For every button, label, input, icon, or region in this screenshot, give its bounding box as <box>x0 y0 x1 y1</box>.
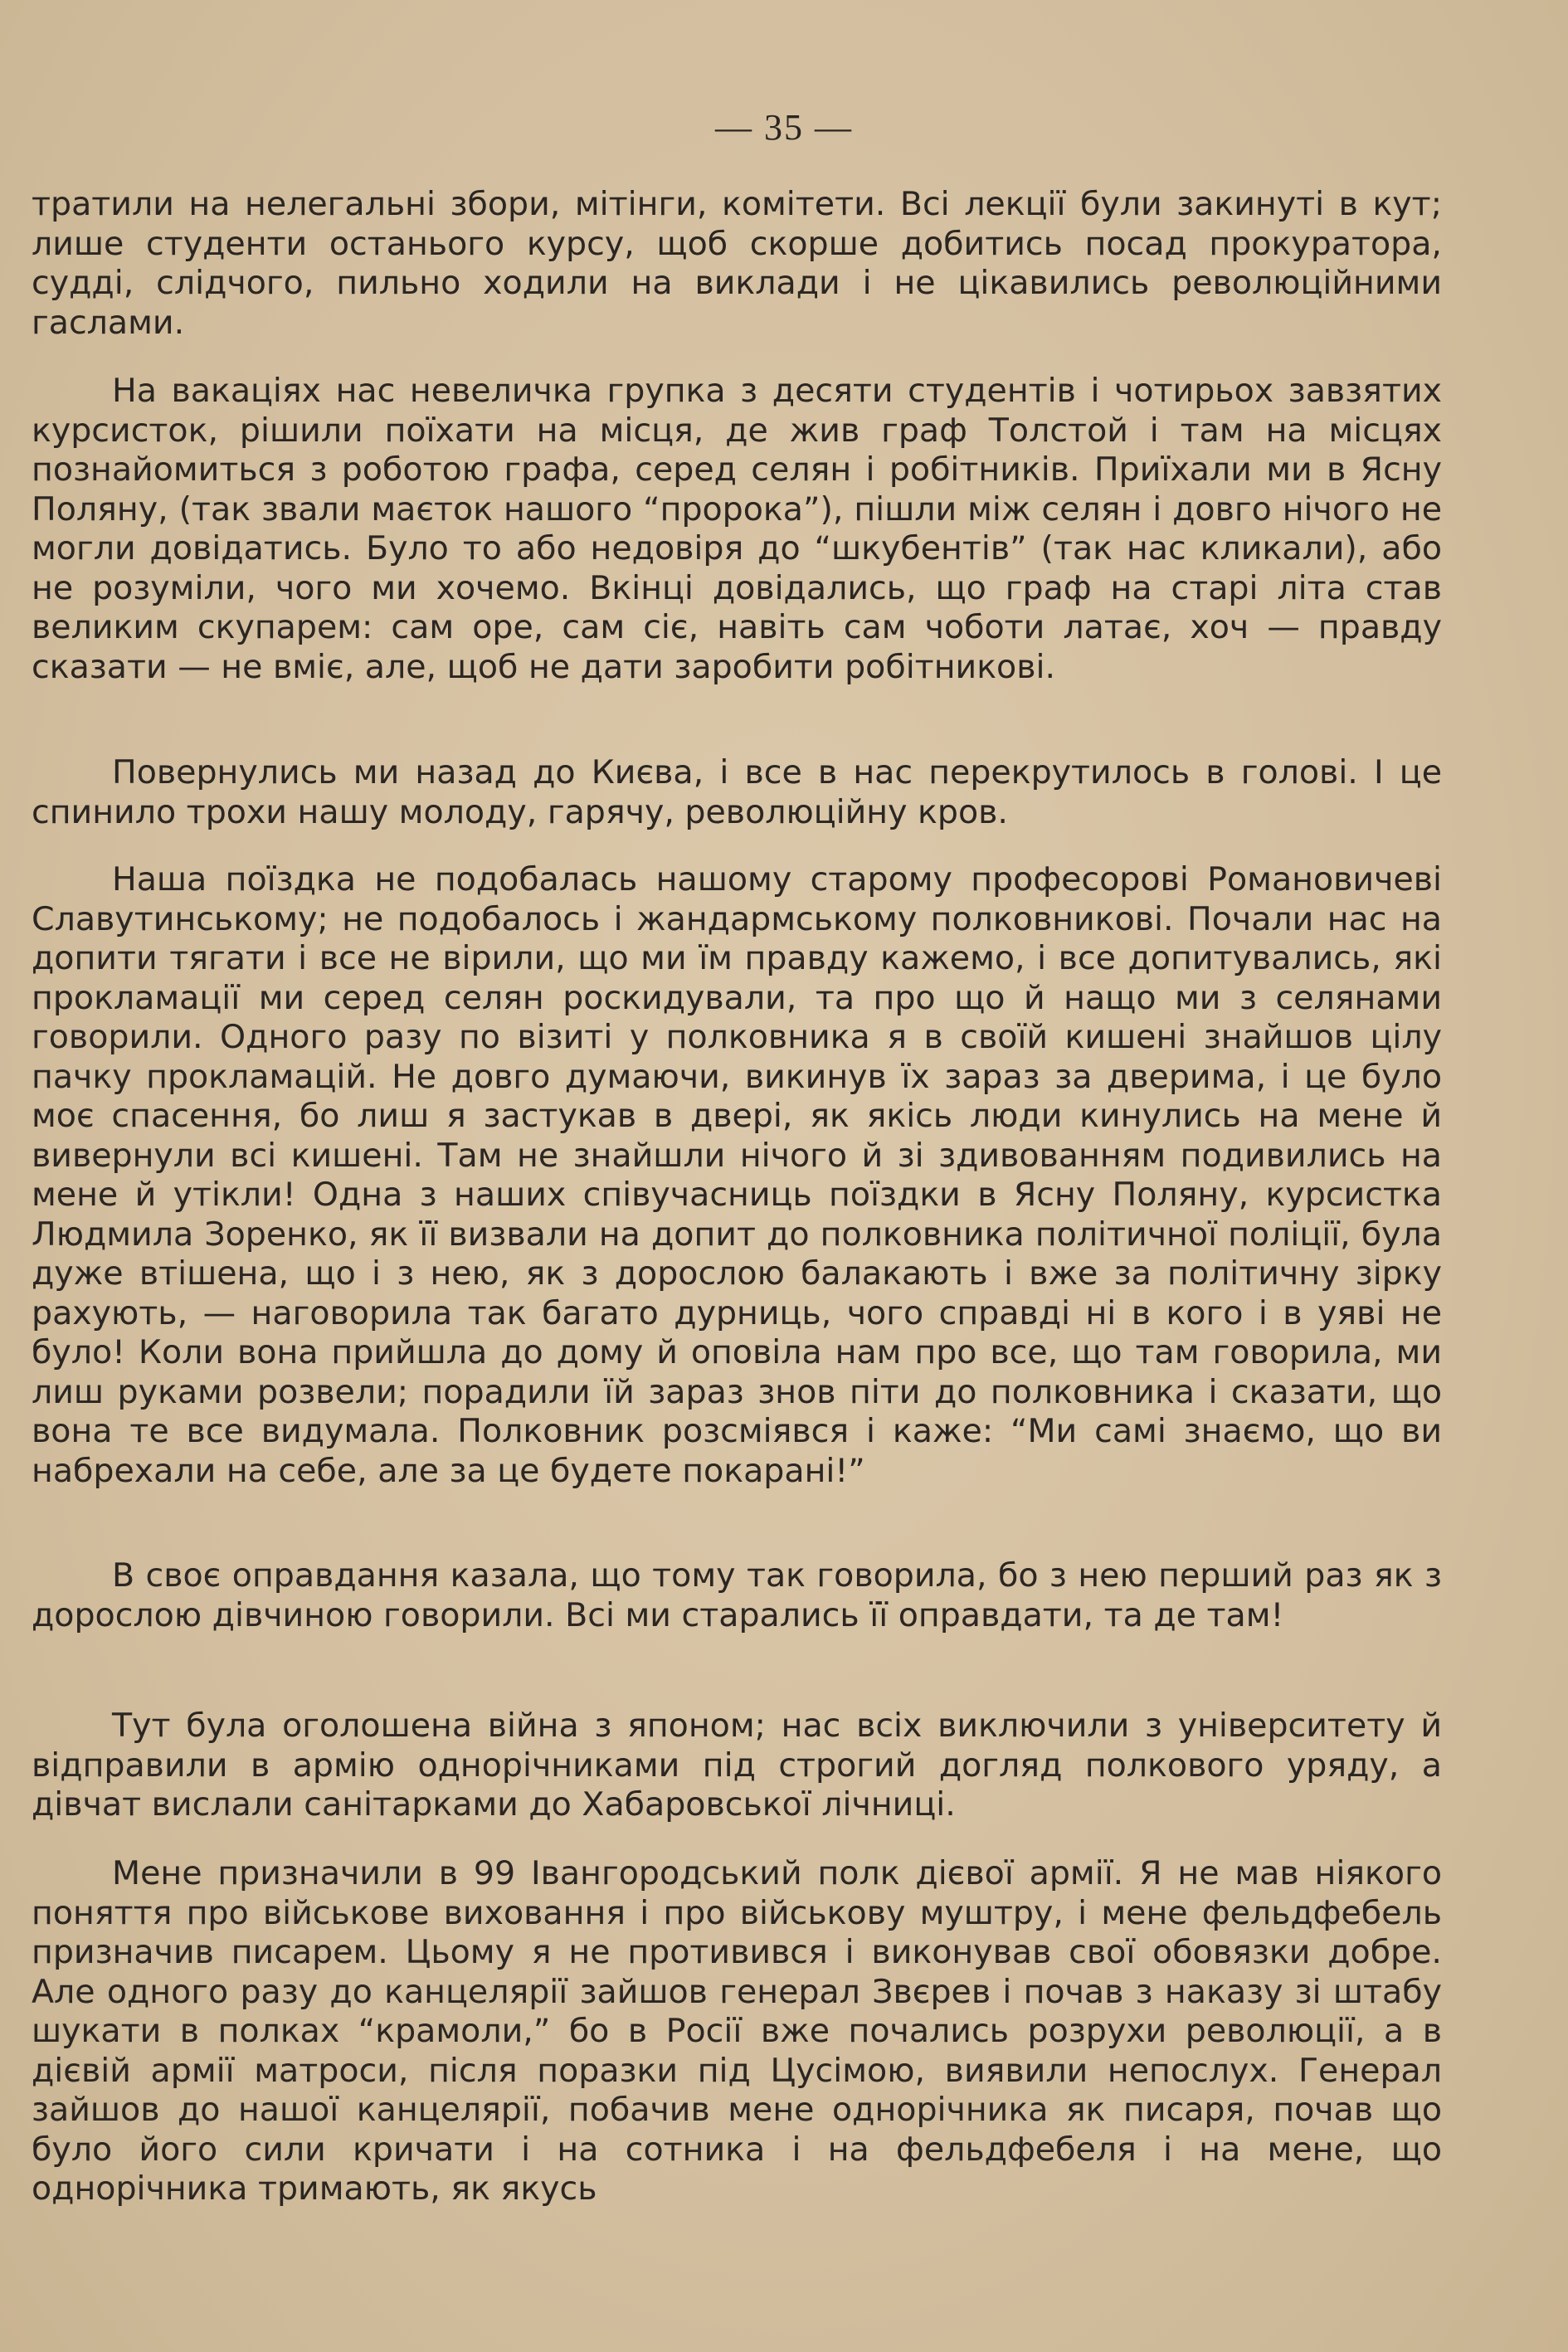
paragraph-return-to-kyiv: Повернулись ми назад до Києва, і все в нас перекрутилось в голові. І це спинило трохи нашу молоду, гарячу, революційну кров. <box>32 753 1442 831</box>
paragraph-yasna-polyana-trip: На вакаціях нас невеличка групка з десяти студентів і чотирьох завзятих курсисток, рішили поїхати на місця, де жив граф Толстой і там на місцях познайомиться з роботою графа, серед селян і робітників. Приїхали ми в Ясну Поляну, (так звали маєток нашого “пророка”), пішли між селян і довго нічого не могли довідатись. Було то або недовіря до “шкубентів” (так нас кликали), або не розуміли, чого ми хочемо. Вкінці довідались, що граф на старі літа став великим скупарем: сам оре, сам сіє, навіть сам чоботи латає, хоч — правду сказати — не вміє, але, щоб не дати заробити робітникові. <box>32 372 1442 686</box>
paragraph-justification: В своє оправдання казала, що тому так говорила, бо з нею перший раз як з дорослою дівчиною говорили. Всі ми старались її оправдати, та де там! <box>32 1556 1442 1634</box>
paragraph-regiment-assignment: Мене призначили в 99 Івангородський полк дієвої армії. Я не мав ніякого поняття про військове виховання і про військову муштру, і мене фельдфебель призначив писарем. Цьому я не противився і виконував свої обовязки добре. Але одного разу до канцелярії зайшов генерал Звєрев і почав з наказу зі штабу шукати в полках “крамоли,” бо в Росії вже почались розрухи революції, а в дієвій армії матроси, після поразки під Цусімою, виявили непослух. Генерал зайшов до нашої канцелярії, побачив мене однорічника як писаря, почав що було його сили кричати і на сотника і на фельдфебеля і на мене, що однорічника тримають, як якусь <box>32 1854 1442 2208</box>
paragraph-continuation: тратили на нелегальні збори, мітінги, комітети. Всі лекції були закинуті в кут; лише студенти останього курсу, щоб скорше добитись посад прокуратора, судді, слідчого, пильно ходили на виклади і не цікавились революційними гаслами. <box>32 185 1442 342</box>
paragraph-war-declared: Тут була оголошена війна з японом; нас всіх виключили з університету й відправили в армію однорічниками під строгий догляд полкового уряду, а дівчат вислали санітарками до Хабаровської лічниці. <box>32 1707 1442 1824</box>
paragraph-interrogations: Наша поїздка не подобалась нашому старому професорові Романовичеві Славутинському; не подобалось і жандармському полковникові. Почали нас на допити тягати і все не вірили, що ми їм правду кажемо, і все допитувались, які прокламації ми серед селян роскидували, та про що й нащо ми з селянами говорили. Одного разу по візиті у полковника я в своїй кишені знайшов цілу пачку прокламацій. Не довго думаючи, викинув їх зараз за дверима, і це було моє спасення, бо лиш я застукав в двері, як якісь люди кинулись на мене й вивернули всі кишені. Там не знайшли нічого й зі здивованням подивились на мене й утікли! Одна з наших співучасниць поїздки в Ясну Поляну, курсистка Людмила Зоренко, як її визвали на допит до полковника політичної поліції, була дуже втішена, що і з нею, як з дорослою балакають і вже за політичну зірку рахують, — наговорила так багато дурниць, чого справді ні в кого і в уяві не було! Коли вона прийшла до дому й оповіла нам про все, що там говорила, ми лиш руками розвели; порадили їй зараз знов піти до полковника і сказати, що вона те все видумала. Полковник розсміявся і каже: “Ми самі знаємо, що ви набрехали на себе, але за це будете покарані!” <box>32 860 1442 1490</box>
page-number: — 35 — <box>715 107 853 148</box>
